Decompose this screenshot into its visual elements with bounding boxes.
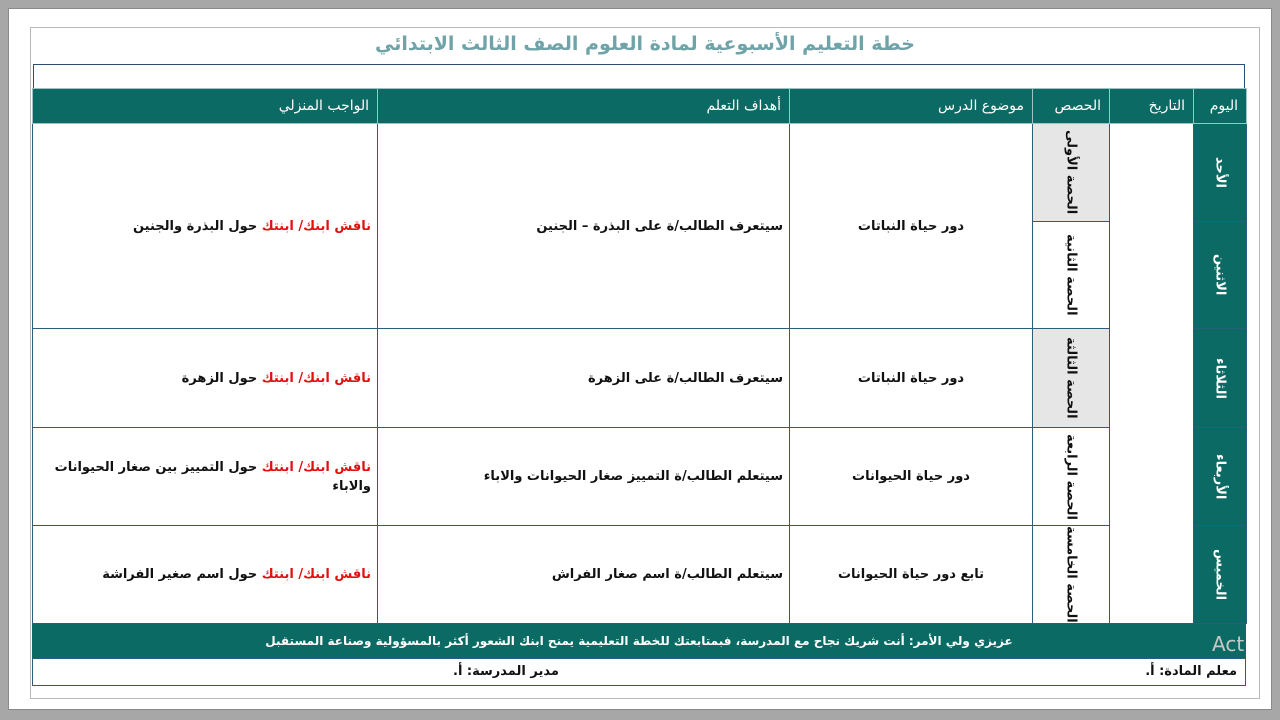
period-cell	[1033, 526, 1110, 624]
objective-cell: سيتعرف الطالب/ة على الزهرة	[378, 329, 790, 428]
parent-note-footer: عزيزي ولي الأمر: أنت شريك نجاح مع المدرسة، فبمتابعتك للخطة التعليمية يمنح ابنك الشعور أكثر بالمسؤولية وصناعة المستقبل	[32, 624, 1246, 658]
header-homework: الواجب المنزلي	[33, 89, 378, 124]
objective-cell: سيتعلم الطالب/ة اسم صغار الفراش	[378, 526, 790, 624]
homework-cell	[33, 428, 378, 526]
homework-highlight: ناقش ابنك/ ابنتك	[261, 567, 371, 582]
day-label: الأحد	[1212, 156, 1228, 188]
day-cell	[1194, 428, 1247, 526]
topic-cell: دور حياة النباتات	[790, 124, 1033, 329]
day-label: الأربعاء	[1212, 453, 1228, 500]
table-row	[33, 428, 1247, 526]
activation-watermark: Act	[1212, 632, 1245, 656]
homework-text: حول الزهرة	[181, 370, 262, 386]
day-cell	[1194, 222, 1247, 329]
page-title: خطة التعليم الأسبوعية لمادة العلوم الصف الثالث الابتدائي	[375, 33, 915, 55]
homework-highlight: ناقش ابنك/ ابنتك	[261, 218, 371, 234]
topic-cell: تابع دور حياة الحيوانات	[790, 526, 1033, 624]
header-row	[33, 89, 1247, 124]
homework-cell	[33, 329, 378, 428]
period-cell	[1033, 428, 1110, 526]
header-date: التاريخ	[1110, 89, 1194, 124]
topic-cell: دور حياة النباتات	[790, 329, 1033, 428]
principal-signature: مدير المدرسة: أ.	[453, 664, 559, 679]
homework-cell	[33, 124, 378, 329]
day-cell	[1194, 526, 1247, 624]
homework-text: حول البذرة والجنين	[132, 218, 262, 234]
weekly-plan-table	[32, 88, 1247, 624]
period-label: الحصة الخامسة	[1063, 526, 1079, 623]
period-label: الحصة الثالثة	[1063, 337, 1079, 419]
date-cell	[1110, 124, 1194, 624]
objective-cell: سيتعلم الطالب/ة التمييز صغار الحيوانات والاباء	[378, 428, 790, 526]
teacher-signature: معلم المادة: أ.	[1145, 664, 1237, 679]
homework-text: حول التمييز بين صغار الحيوانات والاباء	[54, 459, 371, 494]
period-cell	[1033, 329, 1110, 428]
period-cell	[1033, 124, 1110, 222]
table-row	[33, 526, 1247, 624]
day-cell	[1194, 124, 1247, 222]
homework-highlight: ناقش ابنك/ ابنتك	[261, 370, 371, 386]
period-label: الحصة الثانية	[1063, 234, 1079, 316]
day-label: الثلاثاء	[1212, 357, 1228, 399]
objective-cell: سيتعرف الطالب/ة على البذرة – الجنين	[378, 124, 790, 329]
header-topic: موضوع الدرس	[790, 89, 1033, 124]
period-label: الحصة الرابعة	[1063, 433, 1079, 520]
table-row	[33, 124, 1247, 222]
period-label: الحصة الأولى	[1063, 130, 1079, 215]
table-row	[33, 329, 1247, 428]
header-periods: الحصص	[1033, 89, 1110, 124]
day-cell	[1194, 329, 1247, 428]
day-label: الاثنين	[1212, 254, 1228, 296]
homework-cell	[33, 526, 378, 624]
signature-row	[32, 658, 1246, 686]
homework-text: حول اسم صغير الفراشة	[102, 567, 262, 582]
homework-highlight: ناقش ابنك/ ابنتك	[261, 459, 371, 475]
header-objectives: أهداف التعلم	[378, 89, 790, 124]
period-cell	[1033, 222, 1110, 329]
header-day: اليوم	[1194, 89, 1247, 124]
topic-cell: دور حياة الحيوانات	[790, 428, 1033, 526]
day-label: الخميس	[1212, 548, 1228, 601]
